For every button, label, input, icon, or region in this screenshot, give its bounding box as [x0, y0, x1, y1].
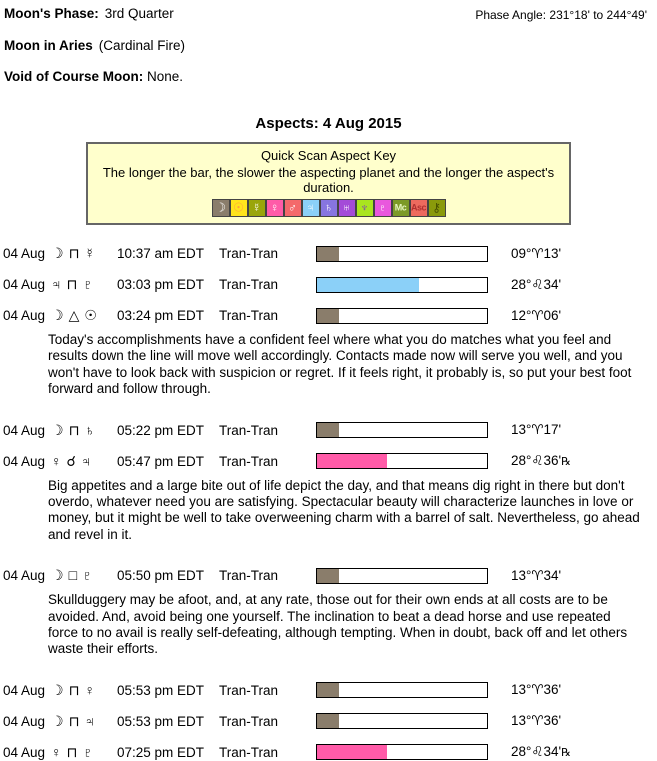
- quick-scan-aspect-key: [86, 142, 571, 225]
- planet1-glyph-icon: ☽: [51, 245, 64, 261]
- planet1-glyph-icon: ☽: [51, 421, 64, 438]
- planet-key-swatch-mars: [284, 199, 302, 217]
- void-of-course-line: [4, 69, 651, 85]
- aspect-glyph-group: [51, 245, 117, 262]
- planet-key-swatch-ascendant: [410, 199, 428, 217]
- zodiac-position-value: 28°♌34': [511, 744, 562, 760]
- zodiac-position: [488, 453, 657, 469]
- zodiac-position: [488, 422, 657, 438]
- page-title: Aspects: 4 Aug 2015: [255, 115, 402, 132]
- zodiac-position: [488, 568, 657, 584]
- planet1-glyph-icon: ☽: [51, 567, 64, 584]
- aspect-glyph-group: [51, 713, 117, 730]
- duration-bar: [316, 744, 488, 760]
- planet-key-swatch-neptune: [356, 199, 374, 217]
- void-of-course-value: None.: [147, 69, 184, 84]
- aspect-date: 04 Aug: [3, 744, 46, 760]
- aspect-glyph-icon: □: [68, 567, 78, 584]
- aspect-time: 05:47 pm EDT: [117, 453, 205, 469]
- aspect-time: 07:25 pm EDT: [117, 744, 205, 760]
- planet1-glyph-icon: ♀: [51, 452, 62, 469]
- zodiac-position-value: 13°♈36': [511, 713, 562, 729]
- aspect-interpretation: Today's accomplishments have a confident feel where what you do matches what you feel and results down the line will move well accordingly. Contacts made now will serve you well, and you won't have to look back with suspicion or regret. If it feels right, it probably is, so put your best foot forward and follow through.: [48, 332, 632, 397]
- aspect-date: 04 Aug: [3, 277, 46, 292]
- aspect-type: Tran-Tran: [219, 713, 279, 729]
- aspect-row: [0, 422, 657, 439]
- aspect-type: Tran-Tran: [219, 277, 279, 292]
- aspect-key-subtitle: The longer the bar, the slower the aspecting planet and the longer the aspect's duration.: [102, 165, 555, 195]
- aspect-glyph-group: [51, 567, 117, 584]
- aspect-type: Tran-Tran: [219, 308, 279, 323]
- aspect-type: Tran-Tran: [219, 568, 279, 584]
- planet2-glyph-icon: ♃: [84, 712, 95, 729]
- zodiac-position-value: 13°♈36': [511, 682, 562, 698]
- planet1-glyph-icon: ♀: [51, 743, 62, 760]
- planet-key-swatch-sun: [230, 199, 248, 217]
- zodiac-position-value: 13°♈34': [511, 567, 562, 583]
- planet1-glyph-icon: ☽: [51, 681, 64, 698]
- aspect-glyph-icon: ⊓: [68, 421, 80, 438]
- planet-key-swatch-venus: [266, 199, 284, 217]
- moon-sign-line: [4, 38, 651, 54]
- zodiac-position-value: 09°♈13': [511, 245, 562, 261]
- planet-key-swatch-jupiter: [302, 199, 320, 217]
- moon-phase-line: [4, 6, 174, 22]
- aspect-list: [0, 245, 657, 761]
- aspect-glyph-icon: ⊓: [68, 712, 80, 729]
- zodiac-position-value: 13°♈17': [511, 422, 562, 438]
- aspect-date: 04 Aug: [3, 422, 46, 438]
- zodiac-position-value: 12°♈06': [511, 307, 562, 323]
- aspect-date: 04 Aug: [3, 682, 46, 698]
- aspect-row: [0, 682, 657, 699]
- planet-key-swatch-saturn: [320, 199, 338, 217]
- aspect-time: 05:22 pm EDT: [117, 422, 205, 438]
- phase-angle-label: Phase Angle:: [475, 8, 547, 22]
- retrograde-icon: ℞: [561, 456, 571, 469]
- duration-bar: [316, 308, 488, 324]
- aspect-interpretation: Big appetites and a large bite out of life depict the day, and that means dig right in there but don't overdo, whatever need you are satisfying. Spectacular beauty will characterize launches in love or money, but it might be well to take overweening charm with a barrel of salt. Nevertheless, go ahead and revel in it.: [48, 477, 640, 542]
- aspect-glyph-group: [51, 682, 117, 699]
- planet-key-row: [92, 199, 565, 217]
- retrograde-icon: ℞: [561, 747, 571, 760]
- planet2-glyph-icon: ♇: [82, 276, 93, 292]
- moon-sign-detail: (Cardinal Fire): [98, 38, 186, 53]
- planet1-glyph-icon: ♃: [51, 276, 62, 292]
- moon-glyph-icon: ☽: [215, 200, 226, 215]
- aspect-date: 04 Aug: [3, 453, 46, 469]
- phase-angle-line: [475, 6, 651, 23]
- chiron-glyph-icon: ⚷: [432, 200, 441, 215]
- page-header: [0, 0, 657, 85]
- planet2-glyph-icon: ♇: [82, 743, 93, 760]
- duration-bar: [316, 277, 488, 293]
- aspect-glyph-icon: ☌: [66, 452, 76, 469]
- venus-glyph-icon: ♀: [270, 200, 279, 215]
- duration-bar-fill: [317, 714, 339, 728]
- aspect-glyph-icon: ⊓: [66, 276, 78, 292]
- planet2-glyph-icon: ☉: [84, 307, 97, 323]
- zodiac-position: [488, 277, 657, 293]
- planet-key-swatch-moon: [212, 199, 230, 217]
- moon-phase-label: Moon's Phase:: [4, 6, 99, 21]
- duration-bar: [316, 422, 488, 438]
- aspect-row: [0, 713, 657, 730]
- zodiac-position: [488, 713, 657, 729]
- zodiac-position-value: 28°♌36': [511, 453, 562, 469]
- planet-key-swatch-mercury: [248, 199, 266, 217]
- mercury-glyph-icon: ☿: [252, 200, 261, 215]
- planet2-glyph-icon: ♀: [84, 681, 95, 698]
- aspect-glyph-icon: ⊓: [68, 245, 80, 261]
- midheaven-glyph-icon: Mc: [394, 202, 407, 213]
- duration-bar: [316, 713, 488, 729]
- aspect-type: Tran-Tran: [219, 453, 279, 469]
- aspect-interpretation: Skullduggery may be afoot, and, at any rate, those out for their own ends at all costs are to be avoided. And, avoid being one yourself. The inclination to beat a dead horse and use repeated force to no avail is really self-defeating, although tempting. When in doubt, back off and let others waste their efforts.: [48, 592, 628, 657]
- duration-bar-fill: [317, 247, 339, 261]
- aspect-date: 04 Aug: [3, 568, 46, 584]
- aspect-glyph-icon: ⊓: [66, 743, 78, 760]
- duration-bar: [316, 682, 488, 698]
- duration-bar-fill: [317, 745, 387, 759]
- aspect-glyph-group: [51, 744, 117, 761]
- jupiter-glyph-icon: ♃: [306, 200, 315, 215]
- moon-sign-label: Moon in Aries: [4, 38, 93, 53]
- planet-key-swatch-midheaven: [392, 199, 410, 217]
- planet2-glyph-icon: ♃: [80, 452, 92, 469]
- duration-bar-fill: [317, 683, 339, 697]
- duration-bar-fill: [317, 309, 339, 323]
- aspect-row: [0, 744, 657, 761]
- duration-bar-fill: [317, 454, 387, 468]
- aspect-row: [0, 245, 657, 262]
- zodiac-position: [488, 744, 657, 760]
- planet-key-swatch-chiron: [428, 199, 446, 217]
- planet2-glyph-icon: ♄: [84, 421, 95, 438]
- neptune-glyph-icon: ♆: [360, 200, 369, 215]
- aspect-glyph-icon: ⊓: [68, 681, 80, 698]
- planet1-glyph-icon: ☽: [51, 712, 64, 729]
- saturn-glyph-icon: ♄: [324, 200, 333, 215]
- duration-bar-fill: [317, 423, 339, 437]
- duration-bar-fill: [317, 278, 419, 292]
- planet-key-swatch-uranus: [338, 199, 356, 217]
- aspect-time: 03:03 pm EDT: [117, 277, 205, 292]
- pluto-glyph-icon: ♇: [378, 200, 387, 215]
- aspect-row: [0, 276, 657, 293]
- duration-bar-fill: [317, 569, 339, 583]
- aspect-glyph-group: [51, 276, 117, 293]
- void-of-course-label: Void of Course Moon:: [4, 69, 144, 84]
- aspect-glyph-icon: △: [68, 307, 80, 323]
- zodiac-position-value: 28°♌34': [511, 276, 562, 292]
- aspect-glyph-group: [51, 307, 117, 324]
- aspect-type: Tran-Tran: [219, 422, 279, 438]
- planet-key-swatch-pluto: [374, 199, 392, 217]
- aspect-time: 10:37 am EDT: [117, 246, 205, 261]
- aspect-time: 03:24 pm EDT: [117, 308, 205, 323]
- aspect-row: [0, 567, 657, 584]
- zodiac-position: [488, 682, 657, 698]
- zodiac-position: [488, 308, 657, 324]
- aspect-type: Tran-Tran: [219, 744, 279, 760]
- aspect-date: 04 Aug: [3, 246, 46, 261]
- aspect-time: 05:53 pm EDT: [117, 713, 205, 729]
- aspect-type: Tran-Tran: [219, 246, 279, 261]
- sun-glyph-icon: ☉: [233, 200, 244, 215]
- planet2-glyph-icon: ☿: [84, 245, 95, 261]
- aspect-time: 05:50 pm EDT: [117, 568, 205, 584]
- aspect-date: 04 Aug: [3, 713, 46, 729]
- planet1-glyph-icon: ☽: [51, 307, 64, 323]
- planet2-glyph-icon: ♇: [82, 567, 93, 584]
- uranus-glyph-icon: ♅: [342, 200, 351, 215]
- aspect-row: [0, 453, 657, 470]
- duration-bar: [316, 453, 488, 469]
- ascendant-glyph-icon: Asc: [410, 202, 426, 213]
- aspect-glyph-group: [51, 422, 117, 439]
- mars-glyph-icon: ♂: [288, 200, 297, 215]
- zodiac-position: [488, 246, 657, 262]
- duration-bar: [316, 568, 488, 584]
- phase-angle-value: 231°18' to 244°49': [549, 8, 647, 22]
- aspect-date: 04 Aug: [3, 308, 46, 323]
- aspect-glyph-group: [51, 453, 117, 470]
- aspect-row: [0, 307, 657, 324]
- aspect-type: Tran-Tran: [219, 682, 279, 698]
- aspect-time: 05:53 pm EDT: [117, 682, 205, 698]
- moon-phase-value: 3rd Quarter: [104, 6, 174, 21]
- aspect-key-title: Quick Scan Aspect Key: [260, 148, 397, 163]
- duration-bar: [316, 246, 488, 262]
